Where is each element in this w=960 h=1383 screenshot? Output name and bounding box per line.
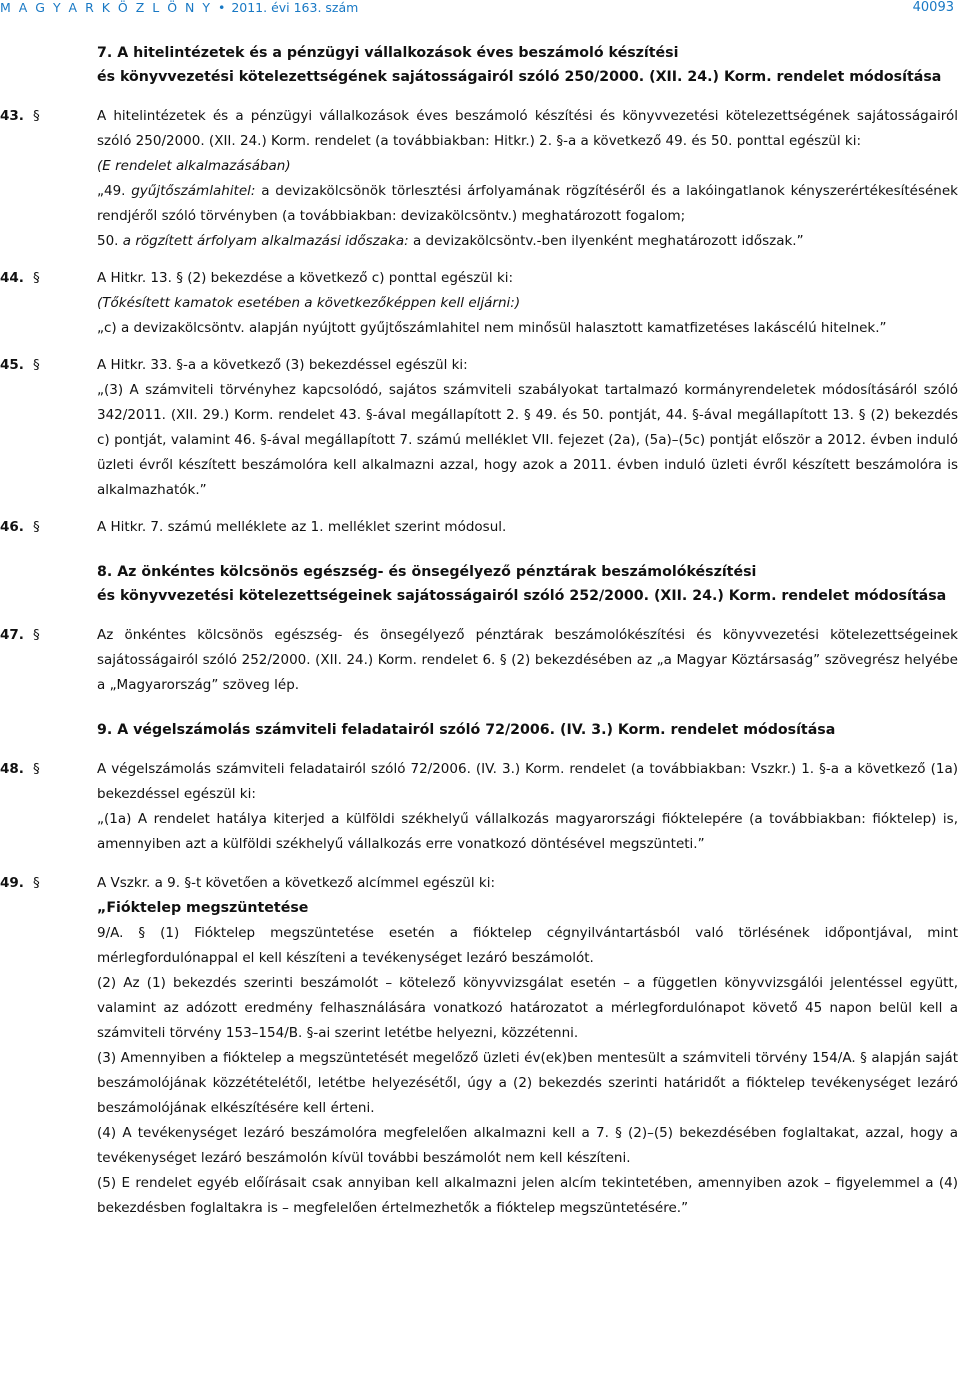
paragraph-48 bbox=[0, 757, 958, 857]
section-sign: § bbox=[33, 357, 40, 373]
journal-title bbox=[0, 0, 358, 15]
paragraph-text: Az önkéntes kölcsönös egészség- és önsegélyező pénztárak beszámolókészítési és könyvvezetési kötelezettségeinek sajátosságairól szóló 252/2000. (XII. 24.) Korm. rendelet 6. § (2) bekezdésében az „a Magyar Köztársaság” szövegrész helyébe a „Magyarország” szöveg lép. bbox=[97, 627, 958, 693]
section-title-line: és könyvvezetési kötelezettségeinek sajátosságairól szóló 252/2000. (XII. 24.) Korm. rendelet módosítása bbox=[97, 588, 947, 604]
paragraph-quote: „c) a devizakölcsöntv. alapján nyújtott gyűjtőszámlahitel nem minősül halasztott kamatfizetéses lakáscélú hitelnek.” bbox=[97, 320, 887, 336]
section-sign: § bbox=[33, 519, 40, 535]
page-header bbox=[0, 0, 960, 16]
section-title-line: 9. A végelszámolás számviteli feladatairól szóló 72/2006. (IV. 3.) Korm. rendelet módosítása bbox=[97, 722, 836, 738]
paragraph-number: 49. bbox=[0, 875, 24, 891]
paragraph-text: A Hitkr. 33. §-a a következő (3) bekezdéssel egészül ki: bbox=[97, 357, 468, 373]
section-sign: § bbox=[33, 875, 40, 891]
section-sign: § bbox=[33, 270, 40, 286]
subsection-4: (4) A tevékenységet lezáró beszámolóra megfelelően alkalmazni kell a 7. § (2)–(5) bekezdésében foglaltakat, azzal, hogy a tevékenységet lezáró beszámolón kívül további beszámolót nem kell készíteni. bbox=[97, 1125, 958, 1166]
section-title-line: és könyvvezetési kötelezettségének sajátosságairól szóló 250/2000. (XII. 24.) Korm. rendelet módosítása bbox=[97, 69, 942, 85]
section-title-7 bbox=[0, 41, 958, 89]
paragraph-number: 46. bbox=[0, 519, 24, 535]
paragraph-47 bbox=[0, 623, 958, 698]
subsection-1: 9/A. § (1) Fióktelep megszüntetése esetén a fióktelep cégnyilvántartásból való törlésének időpontjával, mint mérlegfordulónappal el kell készíteni a tevékenységet lezáró beszámolót. bbox=[97, 925, 958, 966]
section-title-9 bbox=[0, 718, 958, 742]
paragraph-43 bbox=[0, 104, 958, 254]
paragraph-44 bbox=[0, 266, 958, 341]
subsection-5: (5) E rendelet egyéb előírásait csak annyiban kell alkalmazni jelen alcím tekintetében, amennyiben azok – figyelemmel a (4) bekezdésben foglaltakra is – megfelelően értelmezhetők a fióktelep megszüntetésére.” bbox=[97, 1175, 958, 1216]
paragraph-text: A végelszámolás számviteli feladatairól szóló 72/2006. (IV. 3.) Korm. rendelet (a továbbiakban: Vszkr.) 1. §-a a következő (1a) bekezdéssel egészül ki: bbox=[97, 761, 958, 802]
paragraph-text: A Hitkr. 13. § (2) bekezdése a következő c) ponttal egészül ki: bbox=[97, 270, 514, 286]
document-body bbox=[0, 41, 958, 1221]
header-bullet: • bbox=[217, 0, 226, 15]
quote-point-49: „49. gyűjtőszámlahitel: a devizakölcsönök törlesztési árfolyamának rögzítéséről és a lakóingatlanok kényszerértékesítésének rendjéről szóló törvényben (a továbbiakban: devizakölcsöntv.) meghatározott fogalom; bbox=[97, 183, 958, 224]
paragraph-number: 47. bbox=[0, 627, 24, 643]
paragraph-46 bbox=[0, 515, 958, 540]
page-number: 40093 bbox=[912, 0, 954, 15]
section-title-8 bbox=[0, 560, 958, 608]
subsection-3: (3) Amennyiben a fióktelep a megszüntetését megelőző üzleti év(ek)ben mentesült a számviteli törvény 154/A. § alapján saját beszámolójának közzétételétől, letétbe helyezésétől, úgy a (2) bekezdés szerinti határidőt a fióktelep tevékenységet lezáró beszámolójának elkészítésére kell érteni. bbox=[97, 1050, 958, 1116]
issue-info: 2011. évi 163. szám bbox=[231, 0, 359, 15]
subtitle: „Fióktelep megszüntetése bbox=[97, 900, 309, 916]
paragraph-number: 44. bbox=[0, 270, 24, 286]
section-sign: § bbox=[33, 108, 40, 124]
paragraph-intro: (Tőkésített kamatok esetében a következőképpen kell eljárni:) bbox=[97, 295, 521, 311]
paragraph-quote: „(1a) A rendelet hatálya kiterjed a külföldi székhelyű vállalkozás magyarországi fióktelepére (a továbbiakban: fióktelep) is, amennyiben azt a külföldi székhelyű vállalkozás erre vonatkozó döntésével megszünteti.” bbox=[97, 811, 958, 852]
paragraph-number: 48. bbox=[0, 761, 24, 777]
paragraph-49 bbox=[0, 871, 958, 1221]
section-title-line: 7. A hitelintézetek és a pénzügyi vállalkozások éves beszámoló készítési bbox=[97, 45, 679, 61]
quote-point-50: 50. a rögzített árfolyam alkalmazási időszaka: a devizakölcsöntv.-ben ilyenként meghatározott időszak.” bbox=[97, 233, 804, 249]
paragraph-number: 43. bbox=[0, 108, 24, 124]
paragraph-number: 45. bbox=[0, 357, 24, 373]
paragraph-45 bbox=[0, 353, 958, 503]
section-sign: § bbox=[33, 761, 40, 777]
section-title-line: 8. Az önkéntes kölcsönös egészség- és önsegélyező pénztárak beszámolókészítési bbox=[97, 564, 757, 580]
subsection-2: (2) Az (1) bekezdés szerinti beszámolót – kötelező könyvvizsgálat esetén – a független könyvvizsgálói jelentéssel együtt, valamint az adózott eredmény felhasználására vonatkozó határozatot a mérlegfordulónapot követő 45 napon belül kell a számviteli törvény 153–154/B. §-ai szerint letétbe helyezni, közzétenni. bbox=[97, 975, 958, 1041]
paragraph-text: A Vszkr. a 9. §-t követően a következő alcímmel egészül ki: bbox=[97, 875, 496, 891]
journal-name: M A G Y A R K Ö Z L Ö N Y bbox=[0, 0, 212, 15]
paragraph-quote: „(3) A számviteli törvényhez kapcsolódó, sajátos számviteli szabályokat tartalmazó kormányrendeletek módosításáról szóló 342/2011. (XII. 29.) Korm. rendelet 43. §-ával megállapított 2. § 49. és 50. pontját, 44. §-ával megállapított 13. § (2) bekezdés c) pontját, valamint 46. §-ával megállapított 7. számú melléklet VII. fejezet (2a), (5a)–(5c) pontját először a 2012. évben induló üzleti évről készített beszámolóra kell alkalmazni azzal, hogy azok a 2011. évben induló üzleti évről készített beszámolóra is alkalmazhatók.” bbox=[97, 382, 958, 498]
paragraph-text: A hitelintézetek és a pénzügyi vállalkozások éves beszámoló készítési és könyvvezetési kötelezettségének sajátosságairól szóló 250/2000. (XII. 24.) Korm. rendelet (a továbbiakban: Hitkr.) 2. §-a a következő 49. és 50. ponttal egészül ki: bbox=[97, 108, 958, 149]
paragraph-intro: (E rendelet alkalmazásában) bbox=[97, 158, 291, 174]
defined-term: gyűjtőszámlahitel: bbox=[131, 183, 256, 199]
paragraph-text: A Hitkr. 7. számú melléklete az 1. melléklet szerint módosul. bbox=[97, 519, 507, 535]
defined-term: a rögzített árfolyam alkalmazási időszaka: bbox=[122, 233, 409, 249]
section-sign: § bbox=[33, 627, 40, 643]
